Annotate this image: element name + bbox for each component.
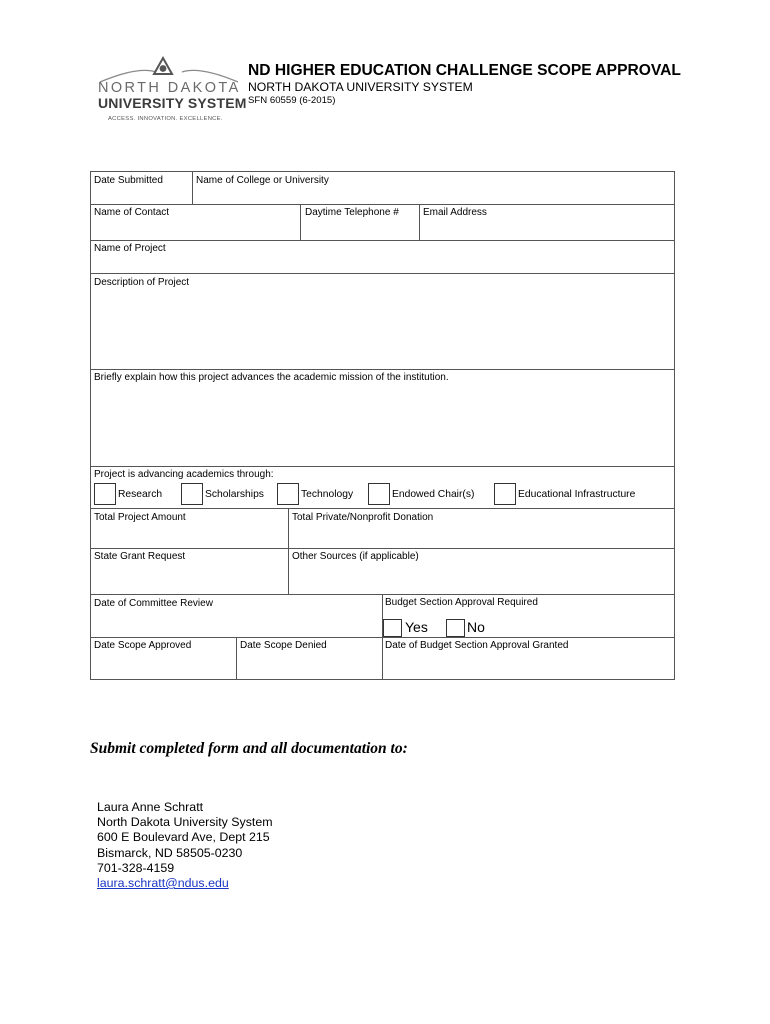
divider	[236, 637, 237, 680]
form-subtitle: NORTH DAKOTA UNIVERSITY SYSTEM	[248, 80, 473, 94]
divider	[91, 466, 674, 467]
logo-emblem-icon	[152, 56, 174, 78]
divider	[91, 548, 674, 549]
other-sources-field[interactable]: Other Sources (if applicable)	[292, 551, 419, 562]
contact-person-name: Laura Anne Schratt	[97, 800, 204, 814]
form-title: ND HIGHER EDUCATION CHALLENGE SCOPE APPROVAL	[248, 62, 681, 79]
contact-street: 600 E Boulevard Ave, Dept 215	[97, 830, 270, 845]
divider	[91, 240, 674, 241]
contact-phone: 701-328-4159	[97, 860, 175, 875]
divider	[192, 172, 193, 204]
research-option-label: Research	[118, 489, 163, 500]
divider	[91, 508, 674, 509]
contact-city: Bismarck, ND 58505-0230	[97, 845, 243, 860]
email-field[interactable]: Email Address	[423, 207, 487, 218]
state-grant-request-field[interactable]: State Grant Request	[94, 551, 186, 562]
educational-infrastructure-option-label: Educational Infrastructure	[518, 489, 636, 500]
contact-email-link[interactable]: laura.schratt@ndus.edu	[97, 876, 229, 891]
divider	[419, 204, 420, 240]
budget-approval-required-label: Budget Section Approval Required	[385, 597, 538, 608]
college-name-field[interactable]: Name of College or University	[196, 175, 329, 186]
total-private-donation-field[interactable]: Total Private/Nonprofit Donation	[292, 512, 434, 523]
divider	[91, 273, 674, 274]
logo-tagline: ACCESS. INNOVATION. EXCELLENCE.	[108, 116, 223, 122]
ndus-logo	[96, 56, 246, 128]
advancing-academics-label: Project is advancing academics through:	[94, 469, 274, 480]
date-submitted-field[interactable]: Date Submitted	[94, 175, 163, 186]
no-label: No	[467, 619, 485, 635]
contact-organization: North Dakota University System	[97, 815, 273, 830]
submit-heading: Submit completed form and all documentation to:	[90, 740, 408, 757]
scope-approved-date-field[interactable]: Date Scope Approved	[94, 640, 192, 651]
scope-denied-date-field[interactable]: Date Scope Denied	[240, 640, 327, 651]
daytime-phone-field[interactable]: Daytime Telephone #	[305, 207, 399, 218]
technology-option-label: Technology	[301, 489, 354, 500]
committee-review-date-field[interactable]: Date of Committee Review	[94, 598, 213, 609]
divider	[91, 369, 674, 370]
endowed-chairs-option-label: Endowed Chair(s)	[392, 489, 475, 500]
yes-label: Yes	[405, 619, 428, 635]
form-number: SFN 60559 (6-2015)	[248, 95, 336, 106]
budget-approval-granted-date-field[interactable]: Date of Budget Section Approval Granted	[385, 640, 569, 651]
divider	[91, 637, 674, 638]
scholarships-option-label: Scholarships	[205, 489, 264, 500]
no-checkbox[interactable]	[446, 619, 465, 637]
endowed-chairs-checkbox[interactable]	[368, 483, 390, 505]
mission-explanation-field[interactable]: Briefly explain how this project advances the academic mission of the institution.	[94, 372, 449, 383]
project-name-field[interactable]: Name of Project	[94, 243, 166, 254]
scholarships-checkbox[interactable]	[181, 483, 203, 505]
divider	[288, 508, 289, 594]
divider	[300, 204, 301, 240]
educational-infrastructure-checkbox[interactable]	[494, 483, 516, 505]
logo-line1: NORTH DAKOTA	[98, 80, 241, 96]
contact-name-field[interactable]: Name of Contact	[94, 207, 170, 218]
technology-checkbox[interactable]	[277, 483, 299, 505]
approval-form	[90, 171, 675, 680]
yes-checkbox[interactable]	[383, 619, 402, 637]
mailing-address	[97, 800, 273, 891]
divider	[91, 204, 674, 205]
logo-line2: UNIVERSITY SYSTEM	[98, 95, 247, 111]
research-checkbox[interactable]	[94, 483, 116, 505]
project-description-field[interactable]: Description of Project	[94, 277, 190, 288]
total-project-amount-field[interactable]: Total Project Amount	[94, 512, 186, 523]
